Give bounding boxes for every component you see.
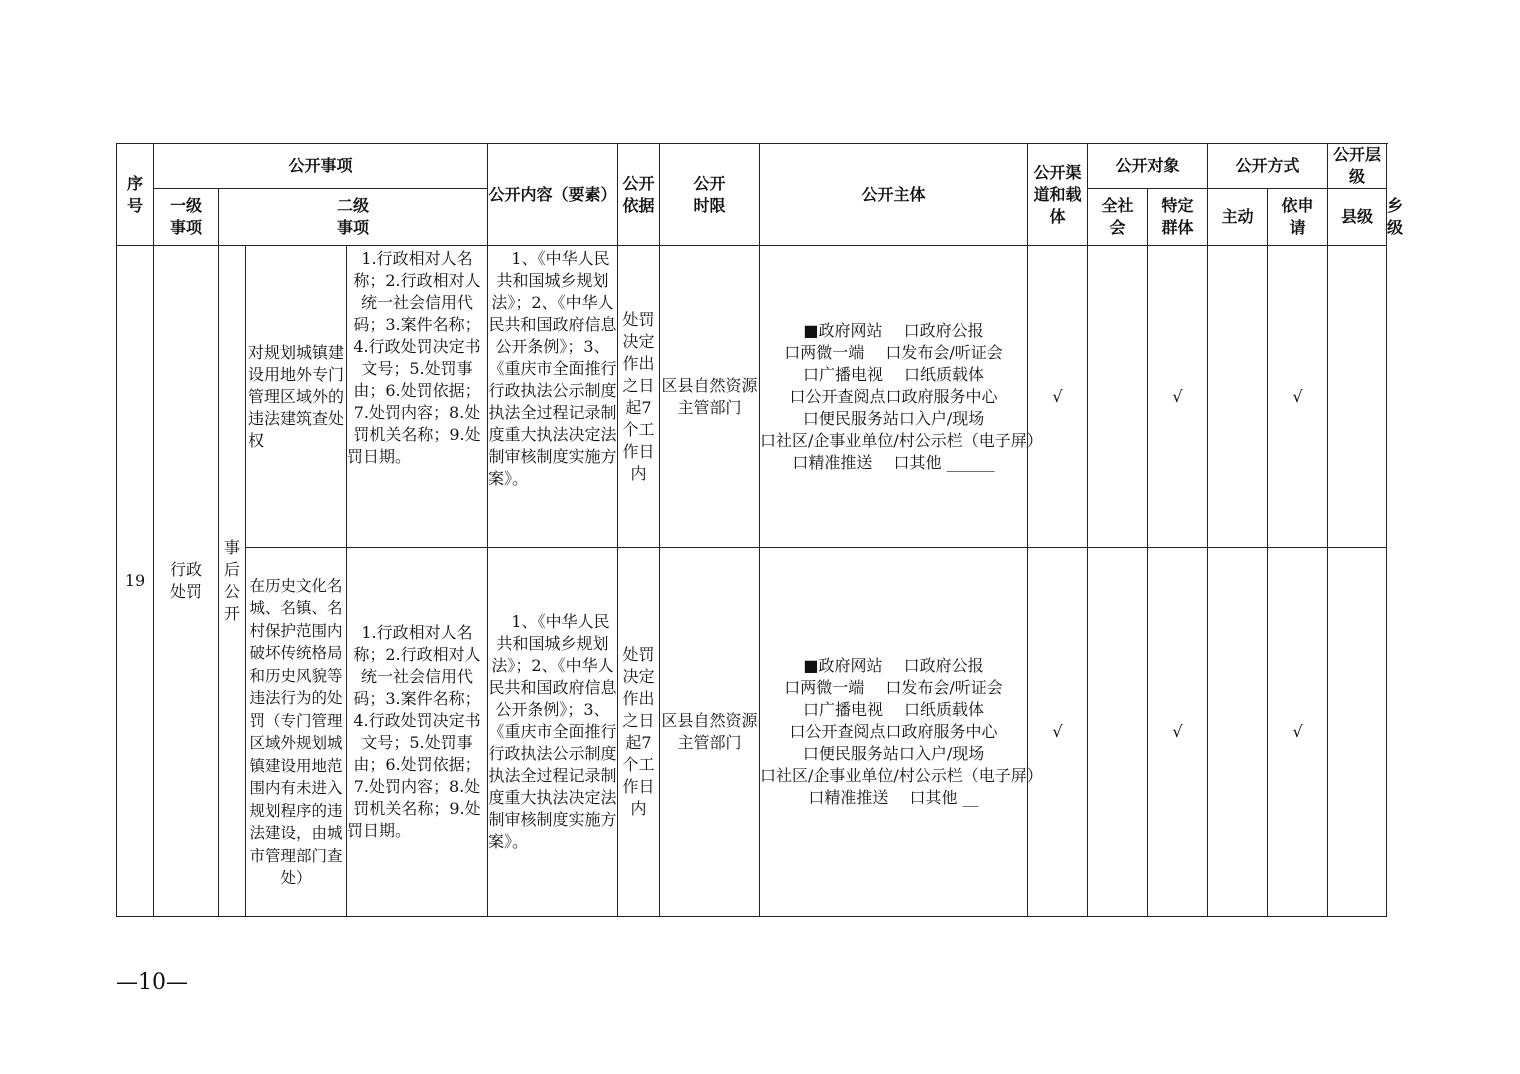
header-channel: 公开渠道和载体	[1028, 144, 1088, 246]
channel-line: 口公开查阅点口政府服务中心	[789, 386, 998, 406]
header-subject: 公开主体	[760, 144, 1028, 246]
row-1-active-check: √	[1148, 246, 1208, 548]
row-2-subject: 区县自然资源主管部门	[660, 548, 760, 917]
header-method-active: 主动	[1208, 189, 1268, 246]
row-1-all-society-check: √	[1028, 246, 1088, 548]
row-1-channels	[760, 246, 1043, 548]
channel-line: 口广播电视 口纸质载体	[802, 700, 985, 719]
row-2-active-check: √	[1148, 548, 1208, 917]
row-2-time-limit: 处罚决定作出之日起7个工作日内	[618, 548, 660, 917]
channel-line: 口广播电视 口纸质载体	[802, 364, 985, 384]
channel-line: 口便民服务站口入户/现场	[802, 744, 985, 763]
header-method-apply: 依申请	[1268, 189, 1328, 246]
header-method: 公开方式	[1208, 144, 1328, 189]
row-1-basis: 1、《中华人民共和国城乡规划法》；2、《中华人民共和国政府信息公开条例》；3、《重庆市全面推行行政执法公示制度执法全过程记录制度重大执法决定法制审核制度实施方案》。	[488, 246, 618, 548]
header-level1: 一级事项	[154, 189, 219, 246]
group-level1: 行政处罚	[154, 246, 219, 917]
row-1-specific-group-check	[1088, 246, 1148, 548]
row-1-level2: 对规划城镇建设用地外专门管理区域外的违法建筑查处权	[246, 246, 347, 548]
row-2-basis: 1、《中华人民共和国城乡规划法》；2、《中华人民共和国政府信息公开条例》；3、《重庆市全面推行行政执法公示制度执法全过程记录制度重大执法决定法制审核制度实施方案》。	[488, 548, 618, 917]
channel-line: 口两微一端 口发布会/听证会	[784, 678, 1003, 697]
row-2-specific-group-check	[1088, 548, 1148, 917]
header-basis: 公开依据	[618, 144, 660, 246]
channel-line: ■政府网站 口政府公报	[803, 320, 984, 340]
header-content: 公开内容（要素）	[488, 144, 618, 246]
channel-line: 口精准推送 口其他 __	[808, 788, 979, 807]
row-1-subject: 区县自然资源主管部门	[660, 246, 760, 548]
header-seq: 序号	[117, 144, 154, 246]
row-2-town-check	[1328, 548, 1387, 917]
row-1-county-check: √	[1268, 246, 1328, 548]
channel-line: 口社区/企事业单位/村公示栏（电子屏）	[760, 766, 1043, 785]
channel-line: 口便民服务站口入户/现场	[802, 408, 985, 428]
group-seq: 19	[117, 246, 154, 917]
row-1-on-request-check	[1208, 246, 1268, 548]
channel-line: 口公开查阅点口政府服务中心	[789, 722, 998, 741]
row-1-content: 1.行政相对人名称；2.行政相对人统一社会信用代码；3.案件名称；4.行政处罚决定书文号；5.处罚事由；6.处罚依据；7.处罚内容；8.处罚机关名称；9.处罚日期。	[347, 246, 488, 548]
header-level2: 二级事项	[219, 189, 488, 246]
channel-line: 口两微一端 口发布会/听证会	[784, 342, 1003, 362]
row-1-town-check	[1328, 246, 1387, 548]
header-target-specific: 特定群体	[1148, 189, 1208, 246]
channel-line: 口精准推送 口其他 ______	[792, 452, 995, 472]
channel-line: ■政府网站 口政府公报	[803, 656, 984, 675]
header-time-limit: 公开时限	[660, 144, 760, 246]
header-target: 公开对象	[1088, 144, 1208, 189]
header-level: 公开层级	[1328, 144, 1387, 189]
row-2-channels	[760, 548, 1043, 917]
row-2-county-check: √	[1268, 548, 1328, 917]
header-level-county: 县级	[1328, 189, 1387, 246]
page-number: —10—	[116, 970, 188, 995]
disclosure-table: 序号 公开事项 公开内容（要素） 公开依据 公开时限 公开主体 公开渠道和载体 公开对象 公开方式 公开层级 一级事项 二级事项 全社会 特定群体 主动 依申请 县级 乡级 19 行政处罚 事后公开 对规划城镇建设用地外专门管理区域外的违法建筑查处权 1.行政相对人名称；2.行政相对人统一社会信用代码；3.案件名称；4.行政处罚决定书文号；5.处罚事由；6.处罚依据；7.处罚内容；8.处罚机关名称；9.处罚日期。 1、《中华人民共和国城乡规划法》；2、《中华人民共和国政府信息公开条例》；3、《重庆市全面推行行政执法公示制度执法全过程记录制度重大执法决定法制审核制度实施方案》。 处罚决定作出之日起7个工作日内 区县自然资源主管部门 ■政府网站 口政府公报 口两微一端 口发布会/听证会 口广播电视 口纸质载体 口公开查阅点口政府服务中心 口便民服务站口入户/现场 口社区/企事业单位/村公示栏（电子屏） 口精准推送 口其他 ______ √ √ √ 在历史文化名城、名镇、名村保护范围内破坏传统格局和历史风貌等违法行为的处罚（专门管理区域外规划城镇建设用地范围内有未进入规划程序的违法建设，由城市管理部门查处） 1.行政相对人名称；2.行政相对人统一社会信用代码；3.案件名称；4.行政处罚决定书文号；5.处罚事由；6.处罚依据；7.处罚内容；8.处罚机关名称；9.处罚日期。 1、《中华人民共和国城乡规划法》；2、《中华人民共和国政府信息公开条例》；3、《重庆市全面推行行政执法公示制度执法全过程记录制度重大执法决定法制审核制度实施方案》。 处罚决定作出之日起7个工作日内 区县自然资源主管部门 ■政府网站 口政府公报 口两微一端 口发布会/听证会 口广播电视 口纸质载体 口公开查阅点口政府服务中心 口便民服务站口入户/现场 口社区/企事业单位/村公示栏（电子屏） 口精准推送 口其他 __ √ √ √	[116, 143, 1387, 917]
channel-line: 口社区/企事业单位/村公示栏（电子屏）	[760, 430, 1043, 450]
group-phase: 事后公开	[219, 246, 246, 917]
header-target-all: 全社会	[1088, 189, 1148, 246]
row-2-content: 1.行政相对人名称；2.行政相对人统一社会信用代码；3.案件名称；4.行政处罚决定书文号；5.处罚事由；6.处罚依据；7.处罚内容；8.处罚机关名称；9.处罚日期。	[347, 548, 488, 917]
row-2-on-request-check	[1208, 548, 1268, 917]
row-1-time-limit: 处罚决定作出之日起7个工作日内	[618, 246, 660, 548]
row-2-level2: 在历史文化名城、名镇、名村保护范围内破坏传统格局和历史风貌等违法行为的处罚（专门管理区域外规划城镇建设用地范围内有未进入规划程序的违法建设，由城市管理部门查处）	[246, 548, 347, 917]
header-item: 公开事项	[154, 144, 488, 189]
row-2-all-society-check: √	[1028, 548, 1088, 917]
